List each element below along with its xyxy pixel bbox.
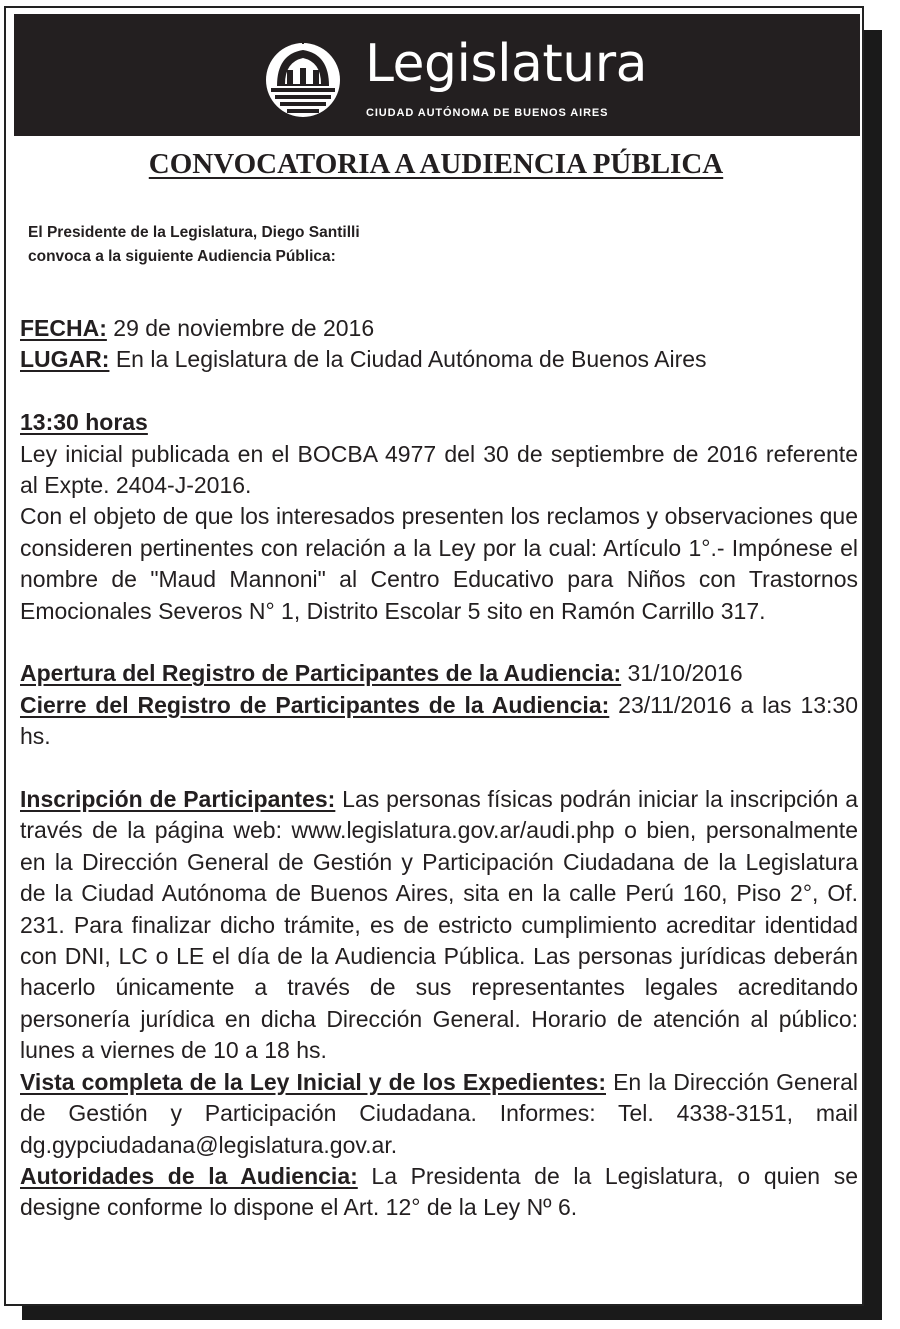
- notice-body: [20, 313, 858, 1224]
- header-banner: [14, 14, 860, 136]
- fecha-label: FECHA:: [20, 315, 107, 341]
- autoridades-label: Autoridades de la Audiencia:: [20, 1162, 358, 1189]
- brand-subtitle: CIUDAD AUTÓNOMA DE BUENOS AIRES: [366, 107, 609, 119]
- notice-frame: [4, 6, 864, 1306]
- objeto-paragraph: Con el objeto de que los interesados presenten los reclamos y observaciones que consideren pertinentes con relación a la Ley por la cual: Artículo 1°.- Impónese el nombre de "Maud Mannoni" al Centro Educativo para Niños con Trastornos Emocionales Severos N° 1, Distrito Escolar 5 sito en Ramón Carrillo 317.: [20, 503, 858, 624]
- fecha-value: 29 de noviembre de 2016: [106, 315, 375, 341]
- fecha-row: [20, 313, 858, 344]
- inscripcion-value: Las personas físicas podrán iniciar la inscripción a través de la página web: www.legislatura.gov.ar/audi.php o bien, personalmente en la Dirección General de Gestión y Participación Ciudadana de la Legislatura de la Ciudad Autónoma de Buenos Aires, sita en la calle Perú 160, Piso 2°, Of. 231. Para finalizar dicho trámite, es de estricto cumplimiento acreditar identidad con DNI, LC o LE el día de la Audiencia Pública. Las personas jurídicas deberán hacerlo únicamente a través de sus representantes legales acreditando personería jurídica en dicha Dirección General. Horario de atención al público: lunes a viernes de 10 a 18 hs.: [20, 786, 858, 1064]
- apertura-value: 31/10/2016: [621, 660, 743, 687]
- autoridades-paragraph: [20, 1161, 858, 1224]
- vista-paragraph: [20, 1067, 858, 1161]
- cierre-label: Cierre del Registro de Participantes de la Audiencia:: [20, 691, 610, 718]
- brand-title: Legislatura: [365, 34, 647, 94]
- apertura-label: Apertura del Registro de Participantes de la Audiencia:: [20, 660, 622, 687]
- hora-label: 13:30 horas: [20, 409, 148, 436]
- inscripcion-label: Inscripción de Participantes:: [20, 786, 336, 813]
- autoridades-value: La Presidenta de la Legislatura, o quien se designe conforme lo dispone el Art. 12° de la Ley Nº 6.: [20, 1162, 859, 1221]
- page-title: CONVOCATORIA A AUDIENCIA PÚBLICA: [148, 148, 724, 180]
- lugar-label: LUGAR:: [20, 346, 110, 373]
- ley-paragraph: Ley inicial publicada en el BOCBA 4977 del 30 de septiembre de 2016 referente al Expte. 2404-J-2016.: [20, 440, 858, 499]
- intro-line-1: El Presidente de la Legislatura, Diego Santilli: [28, 224, 360, 241]
- apertura-row: [20, 658, 858, 689]
- intro-line-2: convoca a la siguiente Audiencia Pública:: [28, 248, 336, 265]
- vista-label: Vista completa de la Ley Inicial y de los Expedientes:: [20, 1068, 606, 1095]
- cierre-row: [20, 690, 858, 753]
- cierre-value: 23/11/2016 a las 13:30 hs.: [20, 691, 859, 750]
- lugar-row: [20, 344, 858, 375]
- inscripcion-paragraph: [20, 784, 858, 1067]
- vista-value: En la Dirección General de Gestión y Participación Ciudadana. Informes: Tel. 4338-3151, mail dg.gypciudadana@legislatura.gov.ar.: [20, 1068, 858, 1158]
- lugar-value: En la Legislatura de la Ciudad Autónoma de Buenos Aires: [109, 346, 707, 373]
- intro-text: [28, 221, 360, 269]
- legislature-dome-icon: [263, 34, 343, 124]
